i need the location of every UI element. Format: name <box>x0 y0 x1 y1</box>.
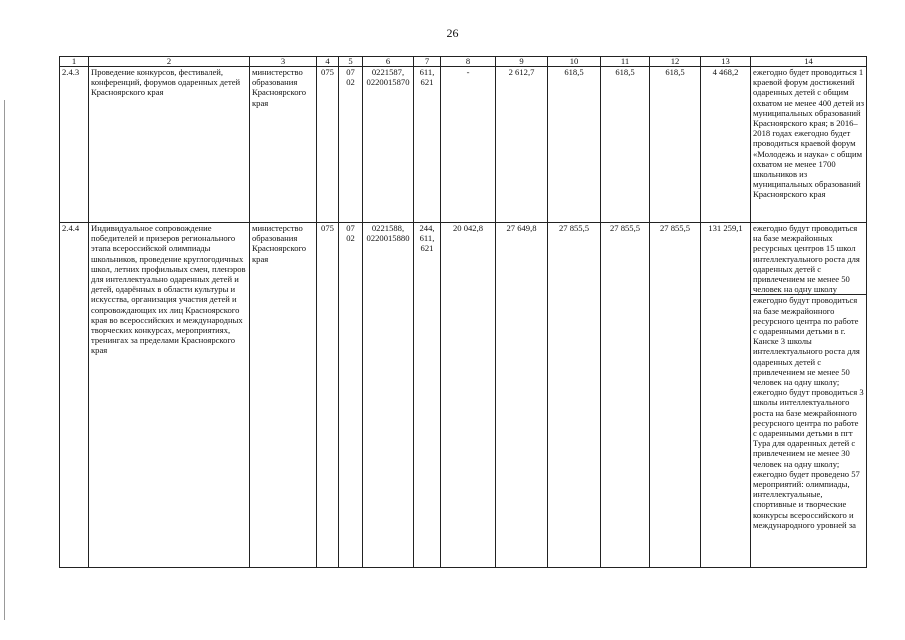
header-cell: 2 <box>89 57 250 67</box>
result-description-part-2: ежегодно будут проводиться на базе межрайонного ресурсного центра по работе с одаренными детьми в г. Канске 3 школы интеллектуального роста для одаренных детей с привлечением не менее 50 человек на одну школу; ежегодно будут проводиться 3 школы интеллектуального роста на базе межрайонного ресурсного центра по работе с одаренными детьми в пгт Тура для одаренных детей с привлечением не менее 30 человек на одну школу; ежегодно будет проведено 57 мероприятий: олимпиады, интеллектуальные, спортивные и творческие конкурсы всероссийского и международного уровней за <box>753 295 864 530</box>
table-row <box>60 67 867 223</box>
cell-11: 618,5 <box>601 67 650 223</box>
cell-5: 07 02 <box>339 67 363 223</box>
header-cell: 11 <box>601 57 650 67</box>
header-cell: 10 <box>548 57 601 67</box>
cell-8: - <box>441 67 496 223</box>
result-description: ежегодно будет проводиться 1 краевой форум достижений одаренных детей с общим охватом не менее 400 детей из муниципальных образований Красноярского края; в 2016–2018 годах ежегодно будет проводиться краевой форум «Молодежь и наука» с общим охватом не менее 1700 школьников из муниципальных образований Красноярского края <box>751 67 867 223</box>
organization: министерство образования Красноярского края <box>250 67 317 223</box>
cell-7: 244, 611, 621 <box>414 223 441 568</box>
cell-7: 611, 621 <box>414 67 441 223</box>
budget-table <box>59 56 867 568</box>
cell-9: 2 612,7 <box>496 67 548 223</box>
cell-13: 4 468,2 <box>701 67 751 223</box>
row-number: 2.4.4 <box>60 223 89 568</box>
result-description-cell <box>751 223 867 568</box>
margin-line <box>4 100 5 620</box>
header-cell: 8 <box>441 57 496 67</box>
organization: министерство образования Красноярского края <box>250 223 317 568</box>
result-description-part-1: ежегодно будут проводиться на базе межрайонных ресурсных центров 15 школ интеллектуального роста для одаренных детей с привлечением не менее 50 человек на одну школу <box>751 223 866 295</box>
activity-title: Индивидуальное сопровождение победителей и призеров регионального этапа всероссийской олимпиады школьников, проведение круглогодичных школ, летних профильных смен, пленэров для интеллектуально одаренных детей и детей, одарённых в области культуры и искусства, организация участия детей и сопровождающих их лиц Красноярского края во всероссийских и международных творческих конкурсах, мероприятиях, тренингах за пределами Красноярского края <box>89 223 250 568</box>
header-cell: 4 <box>317 57 339 67</box>
activity-title: Проведение конкурсов, фестивалей, конференций, форумов одаренных детей Красноярского края <box>89 67 250 223</box>
header-cell: 14 <box>751 57 867 67</box>
header-cell: 3 <box>250 57 317 67</box>
header-cell: 1 <box>60 57 89 67</box>
header-cell: 7 <box>414 57 441 67</box>
header-row <box>60 57 867 67</box>
cell-12: 27 855,5 <box>650 223 701 568</box>
header-cell: 13 <box>701 57 751 67</box>
header-cell: 12 <box>650 57 701 67</box>
cell-6: 0221587, 0220015870 <box>363 67 414 223</box>
cell-4: 075 <box>317 223 339 568</box>
cell-4: 075 <box>317 67 339 223</box>
cell-9: 27 649,8 <box>496 223 548 568</box>
cell-6: 0221588, 0220015880 <box>363 223 414 568</box>
cell-13: 131 259,1 <box>701 223 751 568</box>
cell-8: 20 042,8 <box>441 223 496 568</box>
cell-5: 07 02 <box>339 223 363 568</box>
header-cell: 9 <box>496 57 548 67</box>
table-row <box>60 223 867 568</box>
cell-10: 618,5 <box>548 67 601 223</box>
header-cell: 5 <box>339 57 363 67</box>
cell-10: 27 855,5 <box>548 223 601 568</box>
row-number: 2.4.3 <box>60 67 89 223</box>
cell-12: 618,5 <box>650 67 701 223</box>
header-cell: 6 <box>363 57 414 67</box>
page-number: 26 <box>446 26 459 40</box>
cell-11: 27 855,5 <box>601 223 650 568</box>
